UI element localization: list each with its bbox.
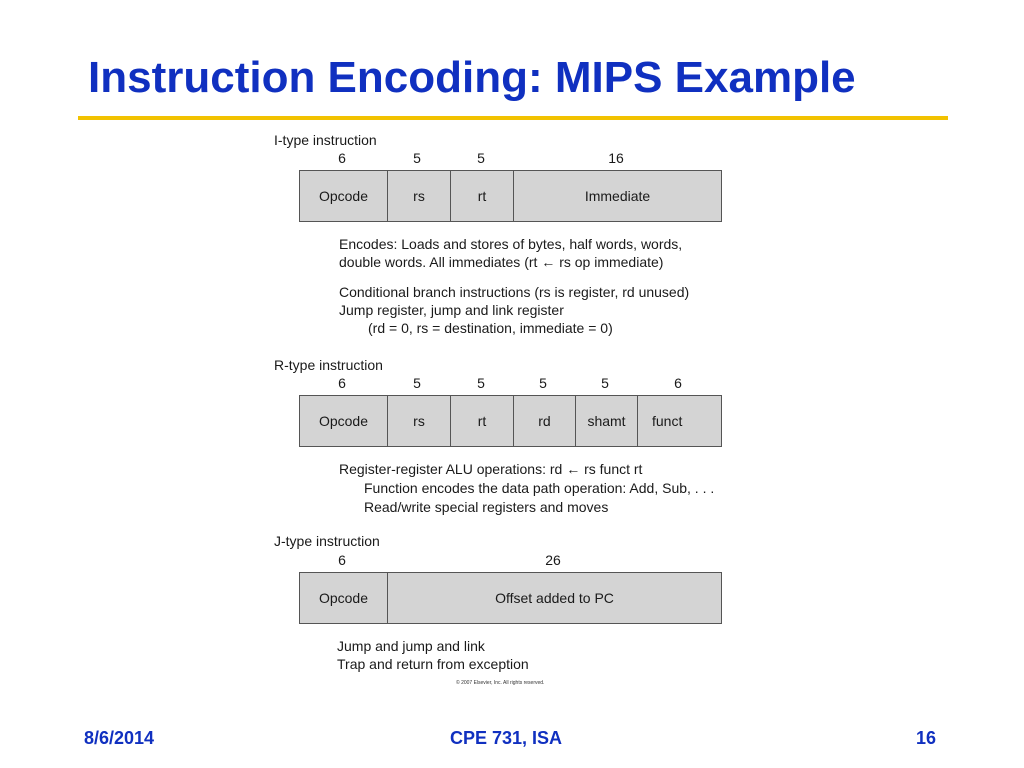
field-rt: rt — [450, 396, 513, 446]
rtype-label: R-type instruction — [274, 357, 383, 373]
title-divider — [78, 116, 948, 120]
rtype-format-box — [299, 395, 722, 447]
footer-page-number: 16 — [916, 728, 937, 748]
field-immediate: Immediate — [513, 171, 721, 221]
field-rd: rd — [513, 396, 575, 446]
field-funct: funct — [637, 396, 721, 446]
itype-desc-line: (rd = 0, rs = destination, immediate = 0) — [368, 320, 613, 336]
field-opcode: Opcode — [318, 413, 369, 429]
jtype-width-opcode: 6 — [338, 552, 346, 568]
field-opcode: Opcode — [318, 590, 369, 606]
slide-title: Instruction Encoding: MIPS Example — [88, 53, 856, 102]
jtype-label: J-type instruction — [274, 533, 380, 549]
jtype-desc-line: Trap and return from exception — [337, 656, 529, 672]
footer-course: CPE 731, ISA — [450, 728, 563, 748]
rtype-desc-line: Function encodes the data path operation: Add, Sub, . . . — [364, 480, 715, 496]
field-offset: Offset added to PC — [387, 573, 721, 623]
instruction-format-figure — [240, 128, 770, 690]
itype-width-rt: 5 — [477, 150, 485, 166]
itype-desc-line: Conditional branch instructions (rs is register, rd unused) — [339, 284, 690, 300]
itype-width-rs: 5 — [413, 150, 421, 166]
rtype-width-funct: 6 — [674, 375, 682, 391]
rtype-desc-line: Read/write special registers and moves — [364, 499, 609, 515]
itype-desc-line: Encodes: Loads and stores of bytes, half words, words, — [339, 236, 683, 252]
jtype-format-box — [299, 572, 722, 624]
itype-width-opcode: 6 — [338, 150, 346, 166]
footer-date: 8/6/2014 — [84, 728, 155, 748]
itype-desc-line: Jump register, jump and link register — [339, 302, 564, 318]
field-rs: rs — [387, 396, 450, 446]
itype-label: I-type instruction — [274, 132, 377, 148]
itype-desc-line: double words. All immediates (rt ← rs op immediate) — [339, 254, 664, 270]
rtype-width-rt: 5 — [477, 375, 485, 391]
jtype-width-offset: 26 — [545, 552, 561, 568]
rtype-width-rd: 5 — [539, 375, 547, 391]
rtype-desc-line: Register-register ALU operations: rd ← rs funct rt — [339, 461, 643, 477]
rtype-width-opcode: 6 — [338, 375, 346, 391]
itype-format-box — [299, 170, 722, 222]
rtype-width-shamt: 5 — [601, 375, 609, 391]
rtype-width-rs: 5 — [413, 375, 421, 391]
copyright-notice: © 2007 Elsevier, Inc. All rights reserved. — [456, 680, 545, 686]
field-shamt: shamt — [575, 396, 637, 446]
field-rs: rs — [387, 171, 450, 221]
field-opcode: Opcode — [318, 188, 369, 204]
jtype-desc-line: Jump and jump and link — [337, 638, 485, 654]
itype-width-immediate: 16 — [608, 150, 624, 166]
field-rt: rt — [450, 171, 513, 221]
